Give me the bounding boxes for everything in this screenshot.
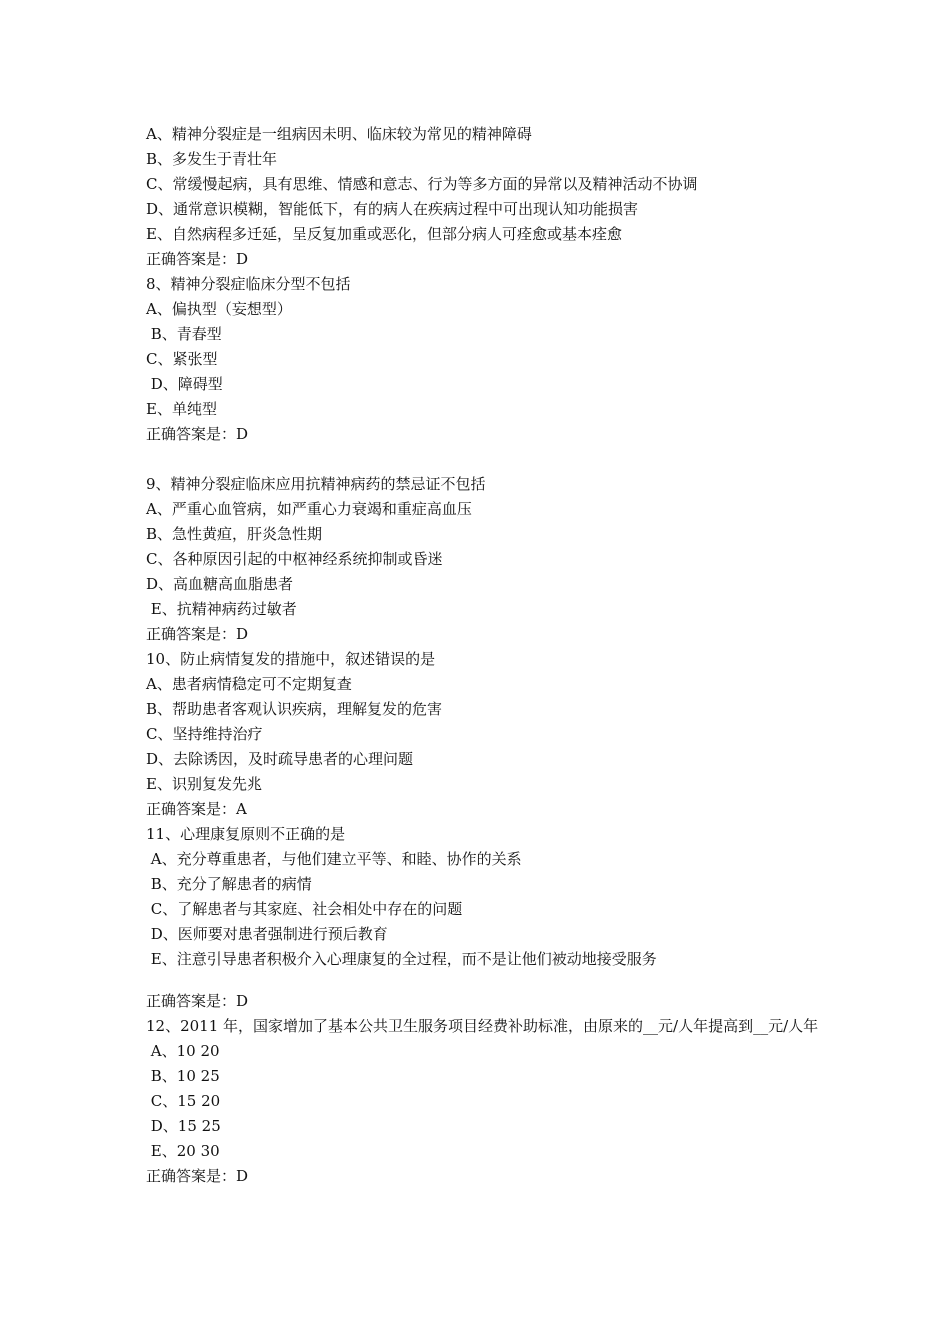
question-text: 8、精神分裂症临床分型不包括 xyxy=(146,275,351,293)
option-b: B、充分了解患者的病情 xyxy=(146,875,312,893)
option-c: C、各种原因引起的中枢神经系统抑制或昏迷 xyxy=(146,550,443,568)
document-page xyxy=(146,122,826,1189)
option-e: E、抗精神病药过敏者 xyxy=(146,600,297,618)
option-b: B、青春型 xyxy=(146,325,222,343)
option-b: B、10 25 xyxy=(146,1067,220,1085)
option-d: D、医师要对患者强制进行预后教育 xyxy=(146,925,388,943)
answer: 正确答案是：D xyxy=(146,425,249,443)
option-c: C、了解患者与其家庭、社会相处中存在的问题 xyxy=(146,900,463,918)
spacer xyxy=(146,447,826,472)
answer: 正确答案是：A xyxy=(146,800,247,818)
option-d: D、高血糖高血脂患者 xyxy=(146,575,294,593)
option-a: A、充分尊重患者，与他们建立平等、和睦、协作的关系 xyxy=(146,850,522,868)
option-e: E、自然病程多迁延，呈反复加重或恶化，但部分病人可痊愈或基本痊愈 xyxy=(146,225,622,243)
question-text: 12、2011 年，国家增加了基本公共卫生服务项目经费补助标准，由原来的__元/人年提高到__元/人年 xyxy=(146,1017,819,1035)
option-b: B、多发生于青壮年 xyxy=(146,150,278,168)
question-10 xyxy=(146,647,826,822)
question-11 xyxy=(146,822,826,972)
question-text: 9、精神分裂症临床应用抗精神病药的禁忌证不包括 xyxy=(146,475,486,493)
option-c: C、15 20 xyxy=(146,1092,221,1110)
answer: 正确答案是：D xyxy=(146,625,249,643)
answer: 正确答案是：D xyxy=(146,250,249,268)
question-text: 11、心理康复原则不正确的是 xyxy=(146,825,346,843)
option-a: A、10 20 xyxy=(146,1042,220,1060)
spacer xyxy=(146,972,826,989)
option-e: E、注意引导患者积极介入心理康复的全过程，而不是让他们被动地接受服务 xyxy=(146,950,657,968)
question-8 xyxy=(146,272,826,447)
option-d: D、通常意识模糊，智能低下，有的病人在疾病过程中可出现认知功能损害 xyxy=(146,200,639,218)
option-e: E、单纯型 xyxy=(146,400,217,418)
option-c: C、坚持维持治疗 xyxy=(146,725,263,743)
option-a: A、精神分裂症是一组病因未明、临床较为常见的精神障碍 xyxy=(146,125,532,143)
question-7 xyxy=(146,122,826,272)
option-c: C、紧张型 xyxy=(146,350,218,368)
option-a: A、严重心血管病，如严重心力衰竭和重症高血压 xyxy=(146,500,472,518)
option-e: E、20 30 xyxy=(146,1142,220,1160)
option-b: B、帮助患者客观认识疾病，理解复发的危害 xyxy=(146,700,443,718)
option-a: A、患者病情稳定可不定期复查 xyxy=(146,675,352,693)
option-c: C、常缓慢起病，具有思维、情感和意志、行为等多方面的异常以及精神活动不协调 xyxy=(146,175,698,193)
answer: 正确答案是：D xyxy=(146,1167,249,1185)
option-d: D、15 25 xyxy=(146,1117,221,1135)
question-12 xyxy=(146,1014,826,1189)
option-e: E、识别复发先兆 xyxy=(146,775,262,793)
option-b: B、急性黄疸，肝炎急性期 xyxy=(146,525,323,543)
option-a: A、偏执型（妄想型） xyxy=(146,300,292,318)
question-text: 10、防止病情复发的措施中，叙述错误的是 xyxy=(146,650,436,668)
option-d: D、障碍型 xyxy=(146,375,223,393)
answer: 正确答案是：D xyxy=(146,992,249,1010)
question-9 xyxy=(146,472,826,647)
option-d: D、去除诱因，及时疏导患者的心理问题 xyxy=(146,750,414,768)
